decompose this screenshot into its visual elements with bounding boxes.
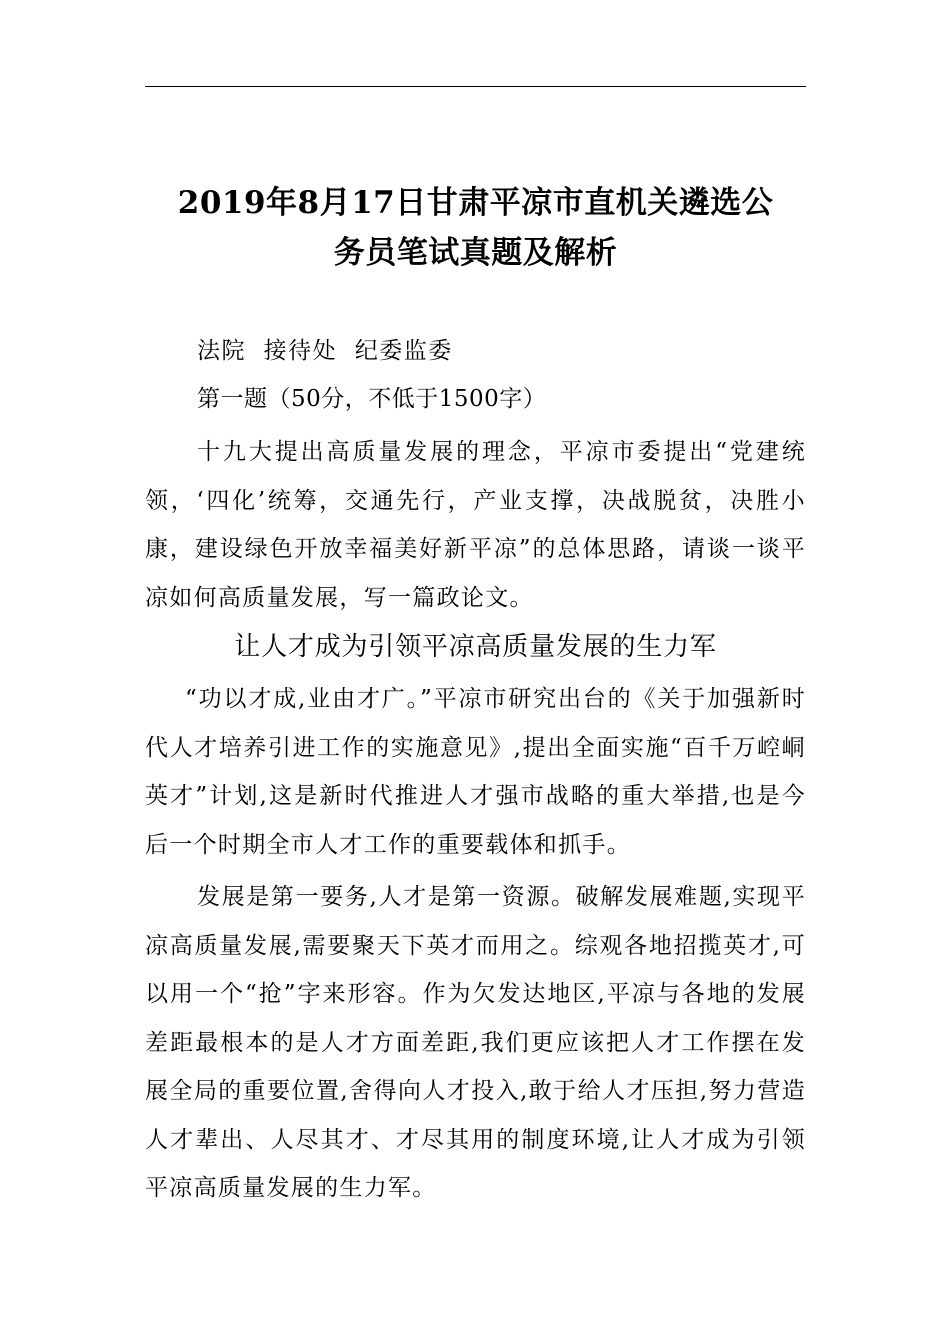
essay-paragraph: “功以才成,业由才广。”平凉市研究出台的《关于加强新时代人才培养引进工作的实施意见》,提出全面实施“百千万崆峒英才”计划,这是新时代推进人才强市战略的重大举措,也是今后一个时期全市人才工作的重要载体和抓手。 — [145, 686, 806, 858]
essay-paragraph-1-block — [145, 675, 806, 869]
document-title — [145, 178, 806, 278]
header-rule — [145, 86, 806, 87]
department-list: 法院 接待处 纪委监委 — [197, 338, 453, 364]
essay-paragraph-2-block — [145, 873, 806, 1213]
question-heading: 第一题（50分，不低于1500字） — [197, 386, 547, 412]
title-line-2: 务员笔试真题及解析 — [333, 235, 618, 271]
essay-paragraph: 发展是第一要务,人才是第一资源。破解发展难题,实现平凉高质量发展,需要聚天下英才而用之。综观各地招揽英才,可以用一个“抢”字来形容。作为欠发达地区,平凉与各地的发展差距最根本的是人才方面差距,我们更应该把人才工作摆在发展全局的重要位置,舍得向人才投入,敢于给人才压担,努力营造人才辈出、人尽其才、才尽其用的制度环境,让人才成为引领平凉高质量发展的生力军。 — [145, 884, 806, 1201]
question-text: 十九大提出高质量发展的理念，平凉市委提出“党建统领，‘四化’统筹，交通先行，产业支撑，决战脱贫，决胜小康，建设绿色开放幸福美好新平凉”的总体思路，请谈一谈平凉如何高质量发展，写一篇政论文。 — [145, 439, 806, 611]
question-body — [145, 428, 806, 622]
title-line-1: 2019年8月17日甘肃平凉市直机关遴选公 — [177, 185, 774, 221]
essay-title: 让人才成为引领平凉高质量发展的生力军 — [234, 632, 717, 662]
